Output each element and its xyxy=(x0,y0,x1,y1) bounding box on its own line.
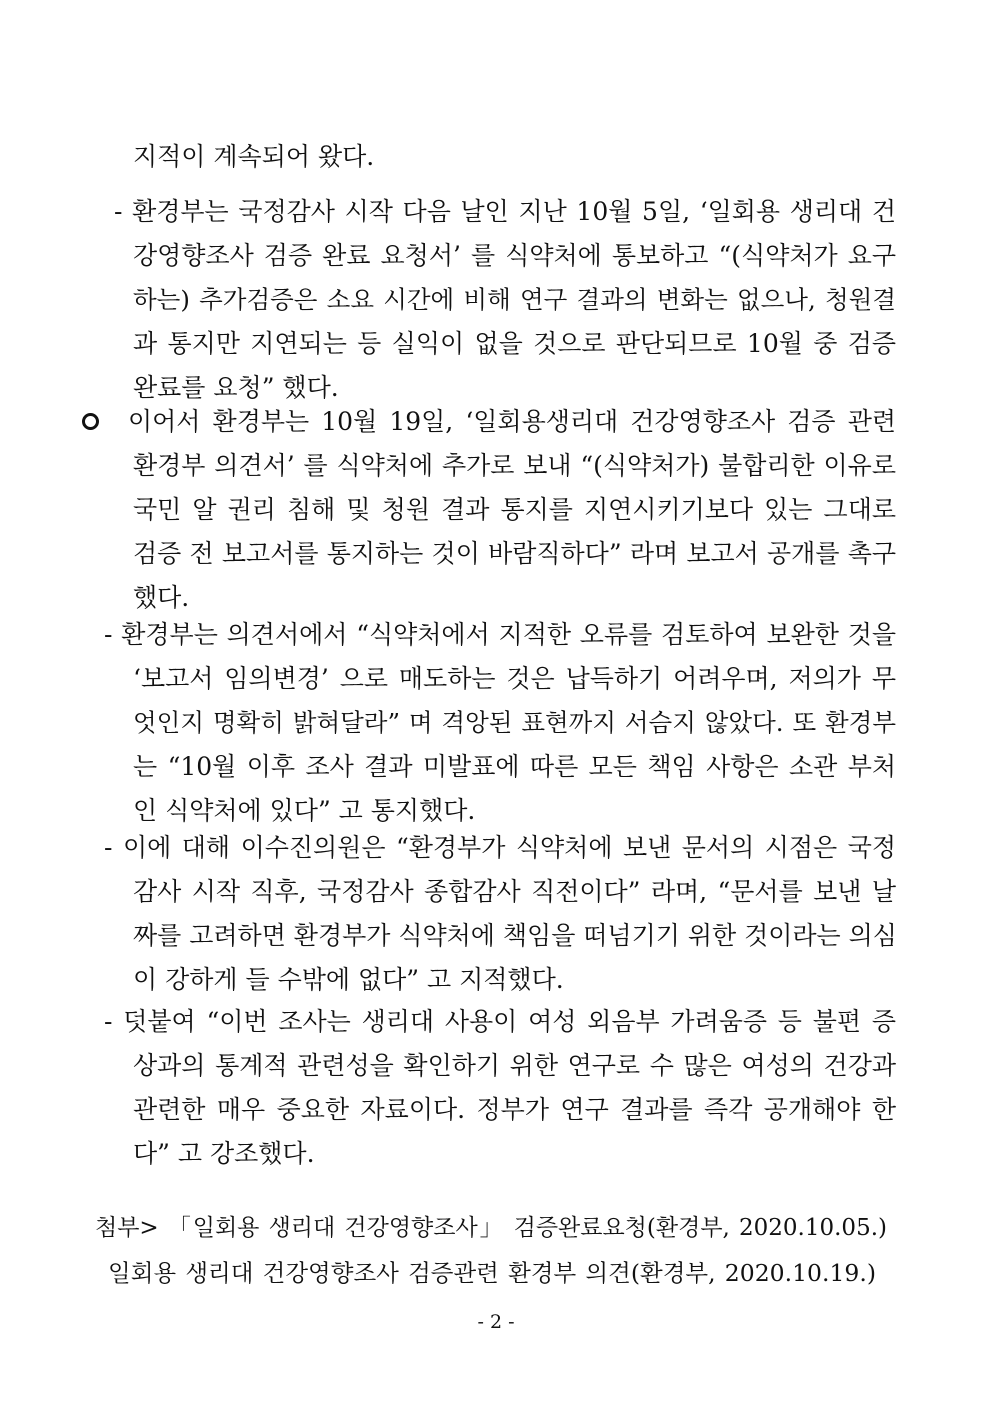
text-line: 감사 시작 직후, 국정감사 종합감사 직전이다” 라며, “문서를 보낸 날 xyxy=(133,877,896,906)
text-line: - 이에 대해 이수진의원은 “환경부가 식약처에 보낸 문서의 시점은 국정 xyxy=(104,833,896,862)
text-line: 했다. xyxy=(133,583,190,612)
text-line: 인 식약처에 있다” 고 통지했다. xyxy=(133,796,476,825)
text-line: 이 강하게 들 수밖에 없다” 고 지적했다. xyxy=(133,965,564,994)
text-line: 지적이 계속되어 왔다. xyxy=(133,142,375,171)
text-line: - 환경부는 국정감사 시작 다음 날인 지난 10월 5일, ‘일회용 생리대 건 xyxy=(114,197,896,226)
text-line: 하는) 추가검증은 소요 시간에 비해 연구 결과의 변화는 없으나, 청원결 xyxy=(133,285,896,314)
text-line: - 환경부는 의견서에서 “식약처에서 지적한 오류를 검토하여 보완한 것을 xyxy=(104,620,896,649)
text-line: 국민 알 권리 침해 및 청원 결과 통지를 지연시키기보다 있는 그대로 xyxy=(133,495,896,524)
attachment-line: 첨부> 「일회용 생리대 건강영향조사」 검증완료요청(환경부, 2020.10.05.) xyxy=(95,1215,887,1241)
text-line: 짜를 고려하면 환경부가 식약처에 책임을 떠넘기기 위한 것이라는 의심 xyxy=(133,921,897,950)
page-number: - 2 - xyxy=(477,1311,515,1333)
text-line: 과 통지만 지연되는 등 실익이 없을 것으로 판단되므로 10월 중 검증 xyxy=(133,329,896,358)
text-line: 강영향조사 검증 완료 요청서’ 를 식약처에 통보하고 “(식약처가 요구 xyxy=(133,241,896,270)
text-line: 관련한 매우 중요한 자료이다. 정부가 연구 결과를 즉각 공개해야 한 xyxy=(133,1095,896,1124)
text-line: 상과의 통계적 관련성을 확인하기 위한 연구로 수 많은 여성의 건강과 xyxy=(133,1051,896,1080)
text-line: 환경부 의견서’ 를 식약처에 추가로 보내 “(식약처가) 불합리한 이유로 xyxy=(133,451,896,480)
text-line: ‘보고서 임의변경’ 으로 매도하는 것은 납득하기 어려우며, 저의가 무 xyxy=(133,664,896,693)
circle-bullet-icon xyxy=(82,413,99,430)
attachment-line: 일회용 생리대 건강영향조사 검증관련 환경부 의견(환경부, 2020.10.19.) xyxy=(108,1259,876,1287)
text-line: 는 “10월 이후 조사 결과 미발표에 따른 모든 책임 사항은 소관 부처 xyxy=(133,752,896,781)
text-line: 검증 전 보고서를 통지하는 것이 바람직하다” 라며 보고서 공개를 촉구 xyxy=(133,539,896,568)
text-line: - 덧붙여 “이번 조사는 생리대 사용이 여성 외음부 가려움증 등 불편 증 xyxy=(104,1007,896,1036)
text-line: 이어서 환경부는 10월 19일, ‘일회용생리대 건강영향조사 검증 관련 xyxy=(128,407,896,436)
text-line: 엇인지 명확히 밝혀달라” 며 격앙된 표현까지 서슴지 않았다. 또 환경부 xyxy=(133,708,896,737)
text-line: 다” 고 강조했다. xyxy=(133,1139,315,1168)
text-line: 완료를 요청” 했다. xyxy=(133,373,339,402)
